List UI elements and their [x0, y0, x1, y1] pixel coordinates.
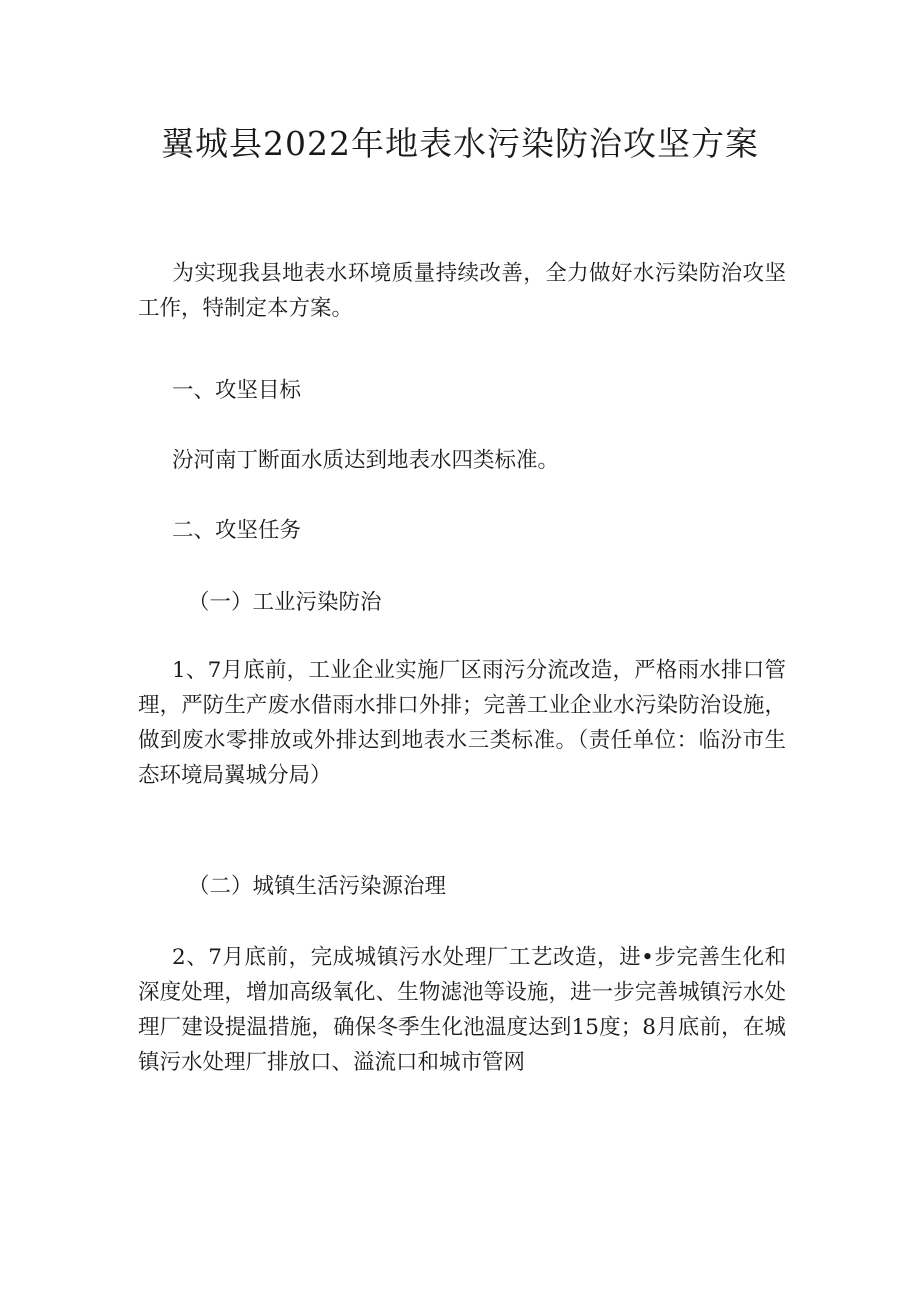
industrial-text: 1、7月底前，工业企业实施厂区雨污分流改造，严格雨水排口管理，严防生产废水借雨水排口外排；完善工业企业水污染防治设施，做到废水零排放或外排达到地表水三类标准。（责任单位：临汾市生态环境局翼城分局） — [138, 658, 786, 788]
industrial-paragraph — [138, 653, 786, 793]
urban-text: 2、7月底前，完成城镇污水处理厂工艺改造，进•步完善生化和深度处理，增加高级氧化、生物滤池等设施，进一步完善城镇污水处理厂建设提温措施，确保冬季生化池温度达到15度；8月底前，在城镇污水处理厂排放口、溢流口和城市管网 — [138, 945, 786, 1075]
intro-text: 为实现我县地表水环境质量持续改善，全力做好水污染防治攻坚工作，特制定本方案。 — [138, 261, 786, 321]
section-heading-tasks: 二、攻坚任务 — [172, 518, 302, 543]
urban-paragraph — [138, 940, 786, 1080]
goals-paragraph: 汾河南丁断面水质达到地表水四类标准。 — [172, 448, 560, 473]
section-heading-goals: 一、攻坚目标 — [172, 378, 302, 403]
subsection-heading-industrial: （一）工业污染防治 — [188, 590, 382, 615]
document-title: 翼城县2022年地表水污染防治攻坚方案 — [161, 124, 759, 163]
subsection-heading-urban: （二）城镇生活污染源治理 — [188, 874, 447, 899]
intro-paragraph — [138, 256, 786, 326]
